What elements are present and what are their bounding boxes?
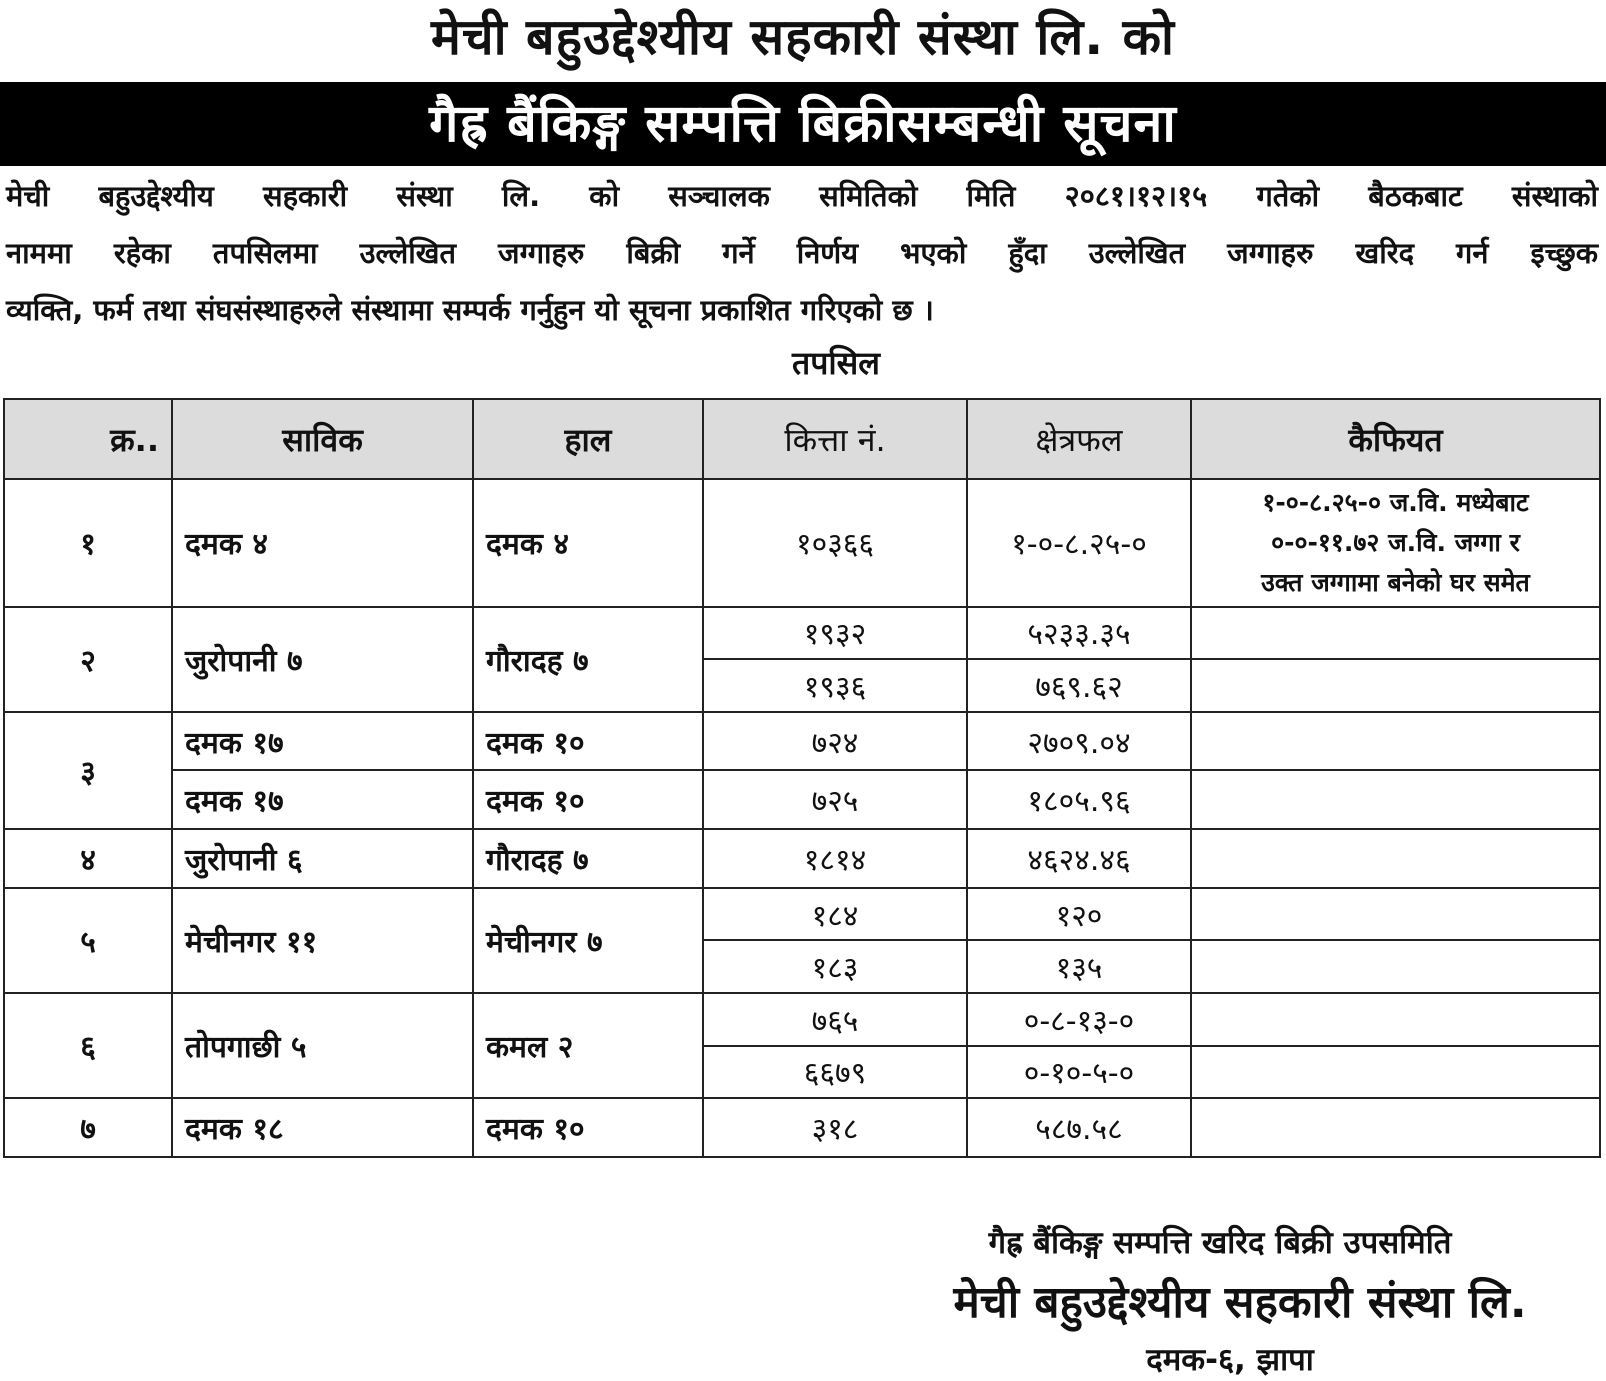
notice-title-banner: गैह्र बैंकिङ्ग सम्पत्ति बिक्रीसम्बन्धी सूचना [0,82,1606,166]
row-area: ५८७.५८ [967,1098,1191,1157]
header-previous-location: साविक [172,399,473,479]
row-plot-number: ७६५ [703,993,967,1046]
row-current-location: कमल २ [473,993,703,1098]
row-current-location: दमक १० [473,712,703,771]
table-header-row [4,399,1600,479]
remark-line: १-०-८.२५-० ज.वि. मध्येबाट [1262,487,1529,517]
row-area: ७६९.६२ [967,659,1191,712]
notice-line-2: नाममा रहेका तपसिलमा उल्लेखित जग्गाहरु बिक्री गर्ने निर्णय भएको हुँदा उल्लेखित जग्गाहरु खरिद गर्न इच्छुक [6,236,1598,270]
row-plot-number: ७२४ [703,712,967,771]
row-remarks [1191,712,1600,771]
row-remarks [1191,770,1600,829]
organization-title: मेची बहुउद्देश्यीय सहकारी संस्था लि. को [431,8,1175,66]
row-current-location: गौरादह ७ [473,607,703,712]
row-serial: २ [4,607,172,712]
row-previous-location: जुरोपानी ७ [172,607,473,712]
row-previous-location: दमक ४ [172,479,473,607]
row-remarks [1191,940,1600,993]
row-remarks [1191,607,1600,660]
land-schedule-table [3,398,1601,1158]
table-row [4,993,1600,1046]
row-remarks [1191,1098,1600,1157]
row-area: १२० [967,888,1191,941]
schedule-heading: तपसिल [791,344,881,382]
row-current-location: दमक १० [473,1098,703,1157]
row-area: ०-८-१३-० [967,993,1191,1046]
row-remarks [1191,659,1600,712]
remark-line: ०-०-११.७२ ज.वि. जग्गा र [1271,527,1520,557]
row-plot-number: १०३६६ [703,479,967,607]
row-previous-location: तोपगाछी ५ [172,993,473,1098]
row-plot-number: ६६७९ [703,1046,967,1099]
signature-organization: मेची बहुउद्देश्यीय सहकारी संस्था लि. [953,1277,1527,1328]
row-current-location: मेचीनगर ७ [473,888,703,993]
row-previous-location: दमक १७ [172,770,473,829]
notice-line-3: व्यक्ति, फर्म तथा संघसंस्थाहरुले संस्थामा सम्पर्क गर्नुहुन यो सूचना प्रकाशित गरिएको छ । [6,293,934,327]
row-serial: ३ [4,712,172,829]
row-serial: ५ [4,888,172,993]
notice-line-1: मेची बहुउद्देश्यीय सहकारी संस्था लि. को सञ्चालक समितिको मिति २०८१।१२।१५ गतेको बैठकबाट संस्थाको [6,179,1598,213]
header-serial: क्र.. [4,399,172,479]
row-previous-location: दमक १८ [172,1098,473,1157]
table-row [4,712,1600,771]
row-plot-number: १९३६ [703,659,967,712]
row-area: १३५ [967,940,1191,993]
row-area: ४६२४.४६ [967,829,1191,888]
remark-line: उक्त जग्गामा बनेको घर समेत [1261,567,1530,597]
row-serial: ४ [4,829,172,888]
row-remarks [1191,829,1600,888]
row-plot-number: १८३ [703,940,967,993]
header-plot-number: कित्ता नं. [703,399,967,479]
notice-body [6,168,1598,339]
table-row [4,770,1600,829]
row-area: ५२३३.३५ [967,607,1191,660]
row-remarks [1191,1046,1600,1099]
row-area: १-०-८.२५-० [967,479,1191,607]
row-remarks [1191,888,1600,941]
table-row [4,1098,1600,1157]
row-current-location: गौरादह ७ [473,829,703,888]
row-previous-location: दमक १७ [172,712,473,771]
row-previous-location: मेचीनगर ११ [172,888,473,993]
row-serial: १ [4,479,172,607]
row-current-location: दमक १० [473,770,703,829]
row-previous-location: जुरोपानी ६ [172,829,473,888]
row-current-location: दमक ४ [473,479,703,607]
row-remarks [1191,479,1600,607]
signature-address: दमक-६, झापा [1146,1342,1314,1378]
header-remarks: कैफियत [1191,399,1600,479]
signature-committee: गैह्र बैंकिङ्ग सम्पत्ति खरिद बिक्री उपसमिति [988,1225,1452,1261]
header-current-location: हाल [473,399,703,479]
row-area: २७०९.०४ [967,712,1191,771]
row-plot-number: १९३२ [703,607,967,660]
row-plot-number: १८१४ [703,829,967,888]
row-serial: ६ [4,993,172,1098]
row-remarks [1191,993,1600,1046]
header-area: क्षेत्रफल [967,399,1191,479]
table-row [4,479,1600,607]
table-row [4,888,1600,941]
table-row [4,829,1600,888]
row-area: ०-१०-५-० [967,1046,1191,1099]
table-row [4,607,1600,660]
row-plot-number: १८४ [703,888,967,941]
row-serial: ७ [4,1098,172,1157]
row-plot-number: ३१८ [703,1098,967,1157]
row-plot-number: ७२५ [703,770,967,829]
row-area: १८०५.९६ [967,770,1191,829]
